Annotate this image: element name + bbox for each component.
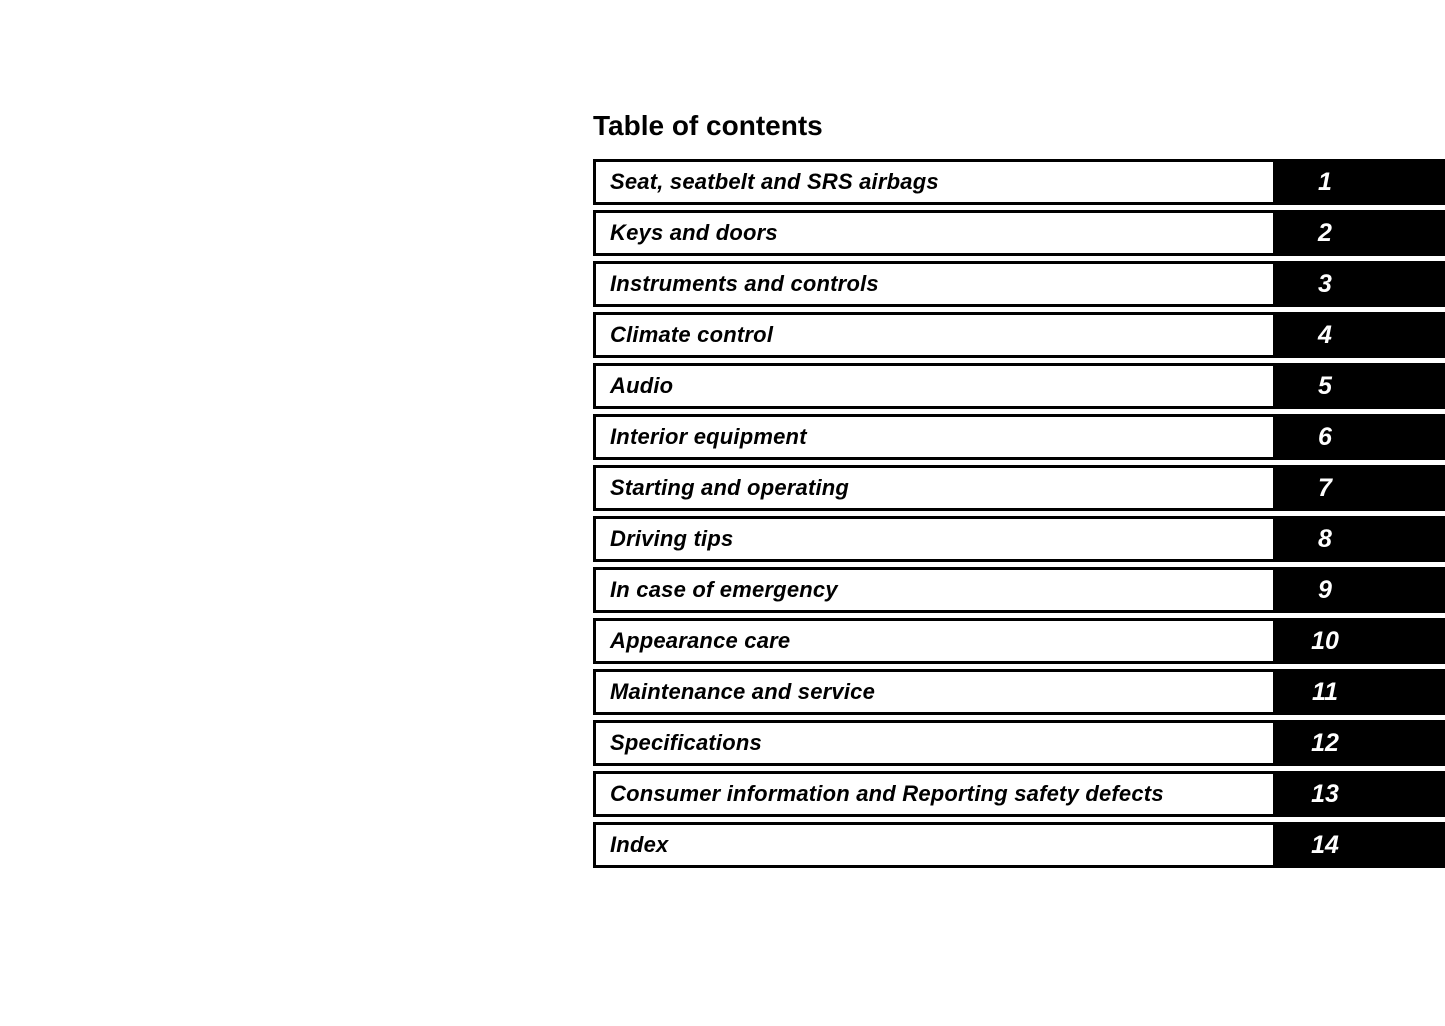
toc-row xyxy=(593,618,1445,664)
toc-entry-number: 6 xyxy=(1318,422,1332,451)
toc-entry-label: Audio xyxy=(610,373,674,398)
toc-row xyxy=(593,159,1445,205)
toc-entry-label: Interior equipment xyxy=(610,424,807,449)
toc-entry-number-tab xyxy=(1276,210,1445,256)
toc-entry-label: Appearance care xyxy=(610,628,791,653)
toc-entry-number: 5 xyxy=(1318,371,1332,400)
toc-entry-label: Index xyxy=(610,832,669,857)
toc-entry-label-box xyxy=(593,261,1276,307)
toc-entry-label: Climate control xyxy=(610,322,774,347)
toc-entry-label: Consumer information and Reporting safety defects xyxy=(610,781,1164,806)
toc-entry-label-box xyxy=(593,210,1276,256)
toc-entry-label: Specifications xyxy=(610,730,762,755)
toc-entry-number: 8 xyxy=(1318,524,1332,553)
toc-row xyxy=(593,210,1445,256)
toc-entry-label: Starting and operating xyxy=(610,475,850,500)
toc-entry-label-box xyxy=(593,363,1276,409)
toc-entry-label-box xyxy=(593,465,1276,511)
toc-entry-label-box xyxy=(593,669,1276,715)
toc-content xyxy=(593,110,1445,868)
toc-entry-number-tab xyxy=(1276,312,1445,358)
toc-entry-number: 10 xyxy=(1311,626,1339,655)
toc-entry-number-tab xyxy=(1276,465,1445,511)
toc-entry-number-tab xyxy=(1276,414,1445,460)
toc-entry-label-box xyxy=(593,720,1276,766)
toc-entry-label-box xyxy=(593,312,1276,358)
toc-entry-label: Keys and doors xyxy=(610,220,778,245)
toc-entry-number: 9 xyxy=(1318,575,1332,604)
page-title: Table of contents xyxy=(593,110,823,141)
toc-entry-label: Maintenance and service xyxy=(610,679,876,704)
toc-entry-label: In case of emergency xyxy=(610,577,838,602)
toc-entry-label-box xyxy=(593,567,1276,613)
toc-entry-number-tab xyxy=(1276,363,1445,409)
toc-row xyxy=(593,669,1445,715)
toc-row xyxy=(593,414,1445,460)
toc-entry-label: Seat, seatbelt and SRS airbags xyxy=(610,169,939,194)
toc-entry-number: 14 xyxy=(1311,830,1339,859)
toc-row xyxy=(593,567,1445,613)
toc-row xyxy=(593,363,1445,409)
toc-row xyxy=(593,465,1445,511)
toc-row xyxy=(593,312,1445,358)
toc-entry-number: 1 xyxy=(1318,167,1332,196)
toc-row xyxy=(593,261,1445,307)
toc-entry-number: 3 xyxy=(1318,269,1332,298)
toc-entry-number: 12 xyxy=(1311,728,1339,757)
toc-entry-label-box xyxy=(593,618,1276,664)
toc-entry-number-tab xyxy=(1276,771,1445,817)
toc-entry-number: 13 xyxy=(1311,779,1339,808)
toc-entry-number-tab xyxy=(1276,516,1445,562)
toc-entry-label-box xyxy=(593,771,1276,817)
toc-entry-number: 4 xyxy=(1318,320,1332,349)
toc-entry-number-tab xyxy=(1276,618,1445,664)
toc-entry-label-box xyxy=(593,516,1276,562)
toc-entry-number: 7 xyxy=(1318,473,1332,502)
toc-entry-label-box xyxy=(593,822,1276,868)
toc-entry-number-tab xyxy=(1276,261,1445,307)
toc-entry-label-box xyxy=(593,159,1276,205)
toc-entry-number: 11 xyxy=(1312,677,1338,706)
toc-entry-number-tab xyxy=(1276,720,1445,766)
toc-row xyxy=(593,822,1445,868)
toc-entry-label-box xyxy=(593,414,1276,460)
toc-row xyxy=(593,720,1445,766)
toc-entry-label: Instruments and controls xyxy=(610,271,879,296)
toc-entry-label: Driving tips xyxy=(610,526,734,551)
toc-entry-number-tab xyxy=(1276,822,1445,868)
toc-entry-number-tab xyxy=(1276,567,1445,613)
toc-list xyxy=(593,159,1445,868)
toc-row xyxy=(593,771,1445,817)
toc-entry-number: 2 xyxy=(1318,218,1332,247)
toc-row xyxy=(593,516,1445,562)
toc-entry-number-tab xyxy=(1276,159,1445,205)
toc-entry-number-tab xyxy=(1276,669,1445,715)
